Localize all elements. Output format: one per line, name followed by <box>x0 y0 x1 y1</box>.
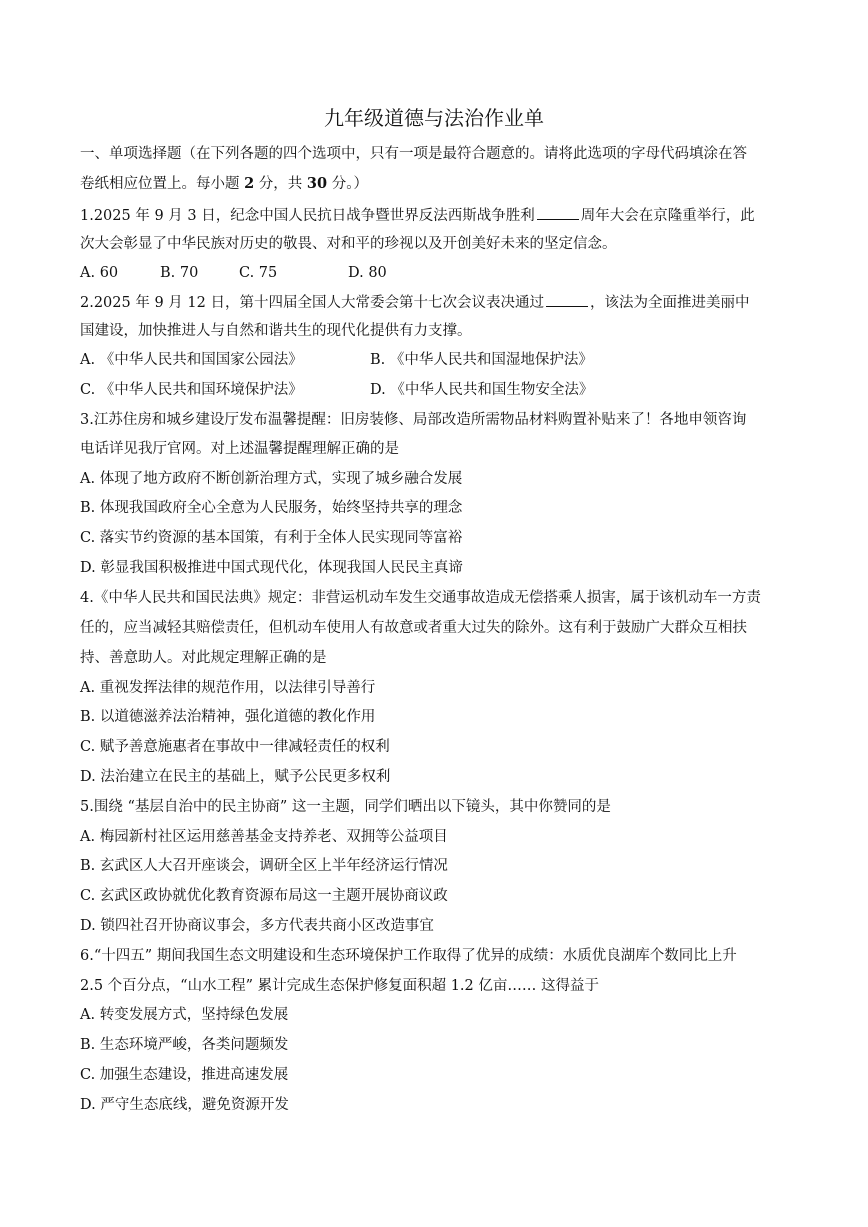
option-a: A. 60 <box>80 265 119 281</box>
question-4-option-a: A. 重视发挥法律的规范作用，以法律引导善行 <box>80 680 376 696</box>
question-2-stem-line-1 <box>80 291 749 314</box>
question-text: 1.2025 年 9 月 3 日，纪念中国人民抗日战争暨世界反法西斯战争胜利 <box>80 208 535 224</box>
answer-blank <box>546 291 588 307</box>
score-per-question: 2 <box>244 175 255 192</box>
instructions-text: 分，共 <box>254 176 307 192</box>
option-c: C. 75 <box>239 265 278 281</box>
question-1-stem-line-2: 次大会彰显了中华民族对历史的敬畏、对和平的珍视以及开创美好未来的坚定信念。 <box>80 236 617 252</box>
question-6-option-c: C. 加强生态建设，推进高速发展 <box>80 1067 289 1083</box>
question-3-option-d: D. 彰显我国积极推进中国式现代化，体现我国人民民主真谛 <box>80 560 463 576</box>
question-4-stem-line-3: 持、善意助人。对此规定理解正确的是 <box>80 650 327 666</box>
question-5-stem-line-1: 5.围绕 “基层自治中的民主协商” 这一主题，同学们晒出以下镜头，其中你赞同的是 <box>80 799 611 815</box>
question-3-option-c: C. 落实节约资源的基本国策，有利于全体人民实现同等富裕 <box>80 530 463 546</box>
question-5-option-a: A. 梅园新村社区运用慈善基金支持养老、双拥等公益项目 <box>80 829 448 845</box>
question-5-option-c: C. 玄武区政协就优化教育资源布局这一主题开展协商议政 <box>80 888 448 904</box>
question-3-option-a: A. 体现了地方政府不断创新治理方式，实现了城乡融合发展 <box>80 471 463 487</box>
question-3-stem-line-1: 3.江苏住房和城乡建设厅发布温馨提醒：旧房装修、局部改造所需物品材料购置补贴来了！各地申领咨询 <box>80 412 747 428</box>
question-4-stem-line-1: 4.《中华人民共和国民法典》规定：非营运机动车发生交通事故造成无偿搭乘人损害，属于该机动车一方责 <box>80 590 761 606</box>
question-6-option-b: B. 生态环境严峻，各类问题频发 <box>80 1037 289 1053</box>
question-6-option-a: A. 转变发展方式，坚持绿色发展 <box>80 1007 289 1023</box>
question-text: 周年大会在京隆重举行，此 <box>580 208 755 224</box>
question-3-option-b: B. 体现我国政府全心全意为人民服务，始终坚持共享的理念 <box>80 500 463 516</box>
option-b: B. 70 <box>160 265 199 281</box>
question-4-option-b: B. 以道德滋养法治精神，强化道德的教化作用 <box>80 709 376 725</box>
section-instructions-line-1: 一、单项选择题（在下列各题的四个选项中，只有一项是最符合题意的。请将此选项的字母代码填涂在答 <box>80 146 747 162</box>
question-4-option-c: C. 赋予善意施惠者在事故中一律减轻责任的权利 <box>80 739 390 755</box>
question-1-stem-line-1 <box>80 204 755 227</box>
option-c: C. 《中华人民共和国环境保护法》 <box>80 382 303 398</box>
question-4-option-d: D. 法治建立在民主的基础上，赋予公民更多权利 <box>80 769 391 785</box>
question-text: ，该法为全面推进美丽中 <box>589 295 750 311</box>
option-d: D. 《中华人民共和国生物安全法》 <box>370 382 594 398</box>
question-6-stem-line-2: 2.5 个百分点，“山水工程” 累计完成生态保护修复面积超 1.2 亿亩…… 这得益于 <box>80 978 599 994</box>
question-2-stem-line-2: 国建设，加快推进人与自然和谐共生的现代化提供有力支撑。 <box>80 323 472 339</box>
option-b: B. 《中华人民共和国湿地保护法》 <box>370 352 593 368</box>
question-5-option-b: B. 玄武区人大召开座谈会，调研全区上半年经济运行情况 <box>80 858 448 874</box>
instructions-text: 分。） <box>327 176 368 192</box>
question-text: 2.2025 年 9 月 12 日，第十四届全国人大常委会第十七次会议表决通过 <box>80 295 544 311</box>
total-score: 30 <box>306 175 328 192</box>
option-a: A. 《中华人民共和国国家公园法》 <box>80 352 303 368</box>
question-6-stem-line-1: 6.“十四五” 期间我国生态文明建设和生态环境保护工作取得了优异的成绩：水质优良湖库个数同比上升 <box>80 948 737 964</box>
instructions-text: 卷纸相应位置上。每小题 <box>80 176 245 192</box>
answer-blank <box>537 204 579 220</box>
question-5-option-d: D. 锁四社召开协商议事会，多方代表共商小区改造事宜 <box>80 918 434 934</box>
option-d: D. 80 <box>348 265 387 281</box>
section-instructions-line-2 <box>80 173 368 195</box>
question-6-option-d: D. 严守生态底线，避免资源开发 <box>80 1097 289 1113</box>
question-4-stem-line-2: 任的，应当减轻其赔偿责任，但机动车使用人有故意或者重大过失的除外。这有利于鼓励广大群众互相扶 <box>80 620 747 636</box>
question-3-stem-line-2: 电话详见我厅官网。对上述温馨提醒理解正确的是 <box>80 441 399 457</box>
page-title: 九年级道德与法治作业单 <box>324 106 544 130</box>
